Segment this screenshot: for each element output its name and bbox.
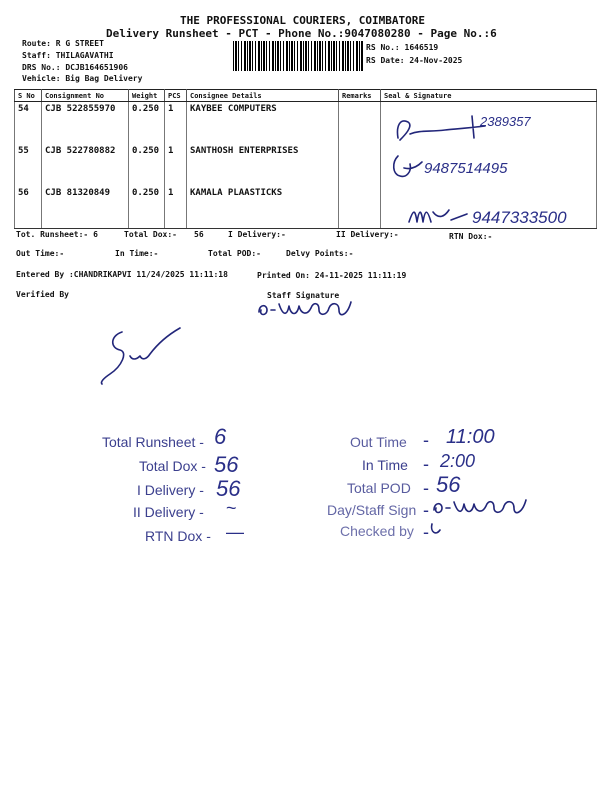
cell-sno: 55 bbox=[15, 144, 42, 186]
stamp-dash-1: - bbox=[423, 430, 429, 450]
sign-note-3: 9447333500 bbox=[472, 208, 567, 227]
cell-pcs: 1 bbox=[165, 186, 187, 229]
stamp-value-runsheet: 6 bbox=[214, 424, 227, 449]
signature-scribble-2 bbox=[388, 152, 428, 184]
total-dox-value: 56 bbox=[194, 230, 204, 239]
route-label: Route: R G STREET bbox=[22, 39, 104, 48]
barcode bbox=[233, 41, 363, 71]
stamp-value-out-time: 11:00 bbox=[446, 426, 495, 448]
stamp-value-i-delivery: 56 bbox=[216, 476, 241, 501]
cell-consignment: CJB 522780882 bbox=[42, 144, 129, 186]
staff-signature-scribble bbox=[255, 298, 355, 322]
verified-signature-scribble bbox=[92, 320, 192, 390]
verified-by-label: Verified By bbox=[16, 290, 69, 299]
stamp-dash-4: - bbox=[423, 500, 429, 520]
cell-weight: 0.250 bbox=[129, 102, 165, 145]
stamp-label-i-delivery: I Delivery - bbox=[137, 482, 204, 498]
cell-consignee: KAMALA PLAASTICKS bbox=[187, 186, 339, 229]
stamp-value-total-pod: 56 bbox=[436, 472, 461, 497]
col-weight: Weight bbox=[129, 90, 165, 102]
staff-label: Staff: THILAGAVATHI bbox=[22, 51, 114, 60]
rtn-dox-label: RTN Dox:- bbox=[449, 232, 493, 241]
sign-note-1: 2389357 bbox=[480, 114, 531, 129]
runsheet-subtitle: Delivery Runsheet - PCT - Phone No.:9047080280 - Page No.:6 bbox=[106, 27, 497, 40]
drs-number: DRS No.: DCJB164651906 bbox=[22, 63, 128, 72]
staff-signature-label: Staff Signature bbox=[267, 291, 340, 300]
delvy-points-label: Delvy Points:- bbox=[286, 249, 354, 258]
cell-weight: 0.250 bbox=[129, 186, 165, 229]
rs-date: RS Date: 24-Nov-2025 bbox=[366, 56, 463, 65]
in-time-label: In Time:- bbox=[115, 249, 159, 258]
cell-consignment: CJB 81320849 bbox=[42, 186, 129, 229]
cell-consignment: CJB 522855970 bbox=[42, 102, 129, 145]
printed-on: Printed On: 24-11-2025 11:11:19 bbox=[257, 271, 407, 280]
stamp-label-day-staff-sign: Day/Staff Sign bbox=[327, 502, 417, 518]
cell-sno: 56 bbox=[15, 186, 42, 229]
i-delivery-label: I Delivery:- bbox=[228, 230, 286, 239]
stamp-value-in-time: 2:00 bbox=[440, 451, 476, 471]
stamp-value-rtn-dox: — bbox=[226, 522, 244, 542]
col-consignment: Consignment No bbox=[42, 90, 129, 102]
stamp-label-total-pod: Total POD bbox=[347, 480, 411, 496]
stamp-label-rtn-dox: RTN Dox - bbox=[145, 528, 211, 544]
stamp-dash-2: - bbox=[423, 454, 429, 474]
total-pod-label: Total POD:- bbox=[208, 249, 261, 258]
stamp-label-checked-by: Checked by bbox=[340, 523, 414, 539]
cell-sno: 54 bbox=[15, 102, 42, 145]
cell-remarks bbox=[339, 186, 381, 229]
signature-scribble-3 bbox=[405, 200, 475, 230]
total-dox-label: Total Dox:- bbox=[124, 230, 177, 239]
stamp-label-runsheet: Total Runsheet - bbox=[102, 434, 204, 450]
stamp-value-total-dox: 56 bbox=[214, 452, 239, 477]
sign-note-2: 9487514495 bbox=[424, 160, 508, 177]
stamp-label-ii-delivery: II Delivery - bbox=[133, 504, 204, 520]
cell-weight: 0.250 bbox=[129, 144, 165, 186]
stamp-value-ii-delivery: ~ bbox=[226, 498, 237, 518]
col-seal-signature: Seal & Signature bbox=[381, 90, 597, 102]
table-row bbox=[15, 144, 597, 186]
col-sno: S No bbox=[15, 90, 42, 102]
cell-remarks bbox=[339, 144, 381, 186]
cell-consignee: KAYBEE COMPUTERS bbox=[187, 102, 339, 145]
stamp-label-out-time: Out Time bbox=[350, 434, 407, 450]
entered-by: Entered By :CHANDRIKAPVI 11/24/2025 11:11:18 bbox=[16, 270, 228, 279]
vehicle-label: Vehicle: Big Bag Delivery bbox=[22, 74, 143, 83]
tot-runsheet: Tot. Runsheet:- 6 bbox=[16, 230, 98, 239]
cell-consignee: SANTHOSH ENTERPRISES bbox=[187, 144, 339, 186]
col-remarks: Remarks bbox=[339, 90, 381, 102]
company-title: THE PROFESSIONAL COURIERS, COIMBATORE bbox=[180, 14, 426, 27]
stamp-staff-sign-scribble bbox=[430, 496, 530, 540]
stamp-dash-3: - bbox=[423, 478, 429, 498]
cell-pcs: 1 bbox=[165, 102, 187, 145]
ii-delivery-label: II Delivery:- bbox=[336, 230, 399, 239]
stamp-label-total-dox: Total Dox - bbox=[139, 458, 206, 474]
stamp-dash-5: - bbox=[423, 522, 429, 542]
cell-remarks bbox=[339, 102, 381, 145]
rs-number: RS No.: 1646519 bbox=[366, 43, 439, 52]
out-time-label: Out Time:- bbox=[16, 249, 65, 258]
table-header-row bbox=[15, 90, 597, 102]
cell-pcs: 1 bbox=[165, 144, 187, 186]
col-consignee: Consignee Details bbox=[187, 90, 339, 102]
stamp-label-in-time: In Time bbox=[362, 457, 408, 473]
col-pcs: PCS bbox=[165, 90, 187, 102]
